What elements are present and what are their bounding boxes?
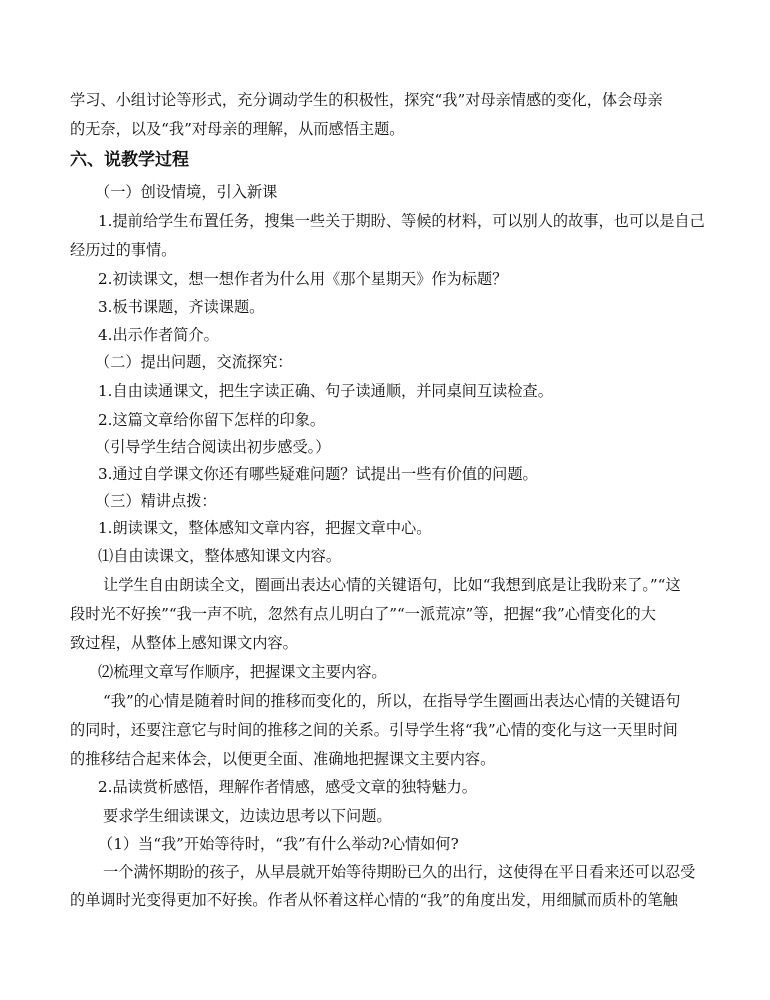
part3-sub1: ⑴自由读课文，整体感知课文内容。 (98, 547, 341, 565)
part3-heading: （三）精讲点拨： (95, 492, 217, 510)
part1-item3: 3.板书课题，齐读课题。 (98, 298, 265, 316)
part3-item1: 1.朗读课文，整体感知文章内容，把握文章中心。 (98, 519, 432, 537)
part2-item1: 1.自由读通课文，把生字读正确、句子读通顺，并同桌间互读检查。 (98, 382, 553, 400)
part3-para1-line1: 让学生自由朗读全文，圈画出表达心情的关键语句，比如“我想到底是让我盼来了。”“这 (103, 576, 681, 594)
part3-item2: 2.品读赏析感悟，理解作者情感，感受文章的独特魅力。 (98, 778, 477, 796)
part2-heading: （二）提出问题，交流探究： (95, 353, 293, 371)
part1-heading: （一）创设情境，引入新课 (95, 183, 278, 201)
part1-item4: 4.出示作者简介。 (98, 326, 219, 344)
part3-para3-line1: 一个满怀期盼的孩子，从早晨就开始等待期盼已久的出行，这使得在平日看来还可以忍受 (103, 863, 696, 881)
part3-sub2: ⑵梳理文章写作顺序，把握课文主要内容。 (98, 663, 387, 681)
part2-item2: 2.这篇文章给你留下怎样的印象。 (98, 411, 326, 429)
part3-item2-sub: 要求学生细读课文，边读边思考以下问题。 (103, 807, 392, 825)
intro-line-1: 学习、小组讨论等形式，充分调动学生的积极性，探究“我”对母亲情感的变化，体会母亲 (70, 91, 663, 109)
part3-para2-line2: 的同时，还要注意它与时间的推移之间的关系。引导学生将“我”心情的变化与这一天里时间 (70, 721, 678, 739)
part1-item1-line2: 经历过的事情。 (70, 241, 177, 259)
intro-line-2: 的无奈，以及“我”对母亲的理解，从而感悟主题。 (70, 120, 405, 138)
part2-note: （引导学生结合阅读出初步感受。） (95, 438, 331, 456)
part3-q1: （1）当“我”开始等待时，“我”有什么举动?心情如何? (98, 835, 459, 853)
part2-item3: 3.通过自学课文你还有哪些疑难问题？试提出一些有价值的问题。 (98, 465, 538, 483)
part3-para2-line3: 的推移结合起来体会，以便更全面、准确地把握课文主要内容。 (70, 750, 496, 768)
section-heading: 六、说教学过程 (70, 150, 189, 170)
part1-item2: 2.初读课文，想一想作者为什么用《那个星期天》作为标题？ (98, 270, 508, 288)
part3-para1-line2: 段时光不好挨”“我一声不吭，忽然有点儿明白了”“一派荒凉”等，把握“我”心情变化的大 (70, 605, 656, 623)
part3-para2-line1: “我”的心情是随着时间的推移而变化的，所以，在指导学生圈画出表达心情的关键语句 (103, 692, 681, 710)
part3-para1-line3: 致过程，从整体上感知课文内容。 (70, 634, 298, 652)
part3-para3-line2: 的单调时光变得更加不好挨。作者从怀着这样心情的“我”的角度出发，用细腻而质朴的笔触 (70, 891, 678, 909)
part1-item1-line1: 1.提前给学生布置任务，搜集一些关于期盼、等候的材料，可以别人的故事，也可以是自己 (98, 212, 705, 230)
